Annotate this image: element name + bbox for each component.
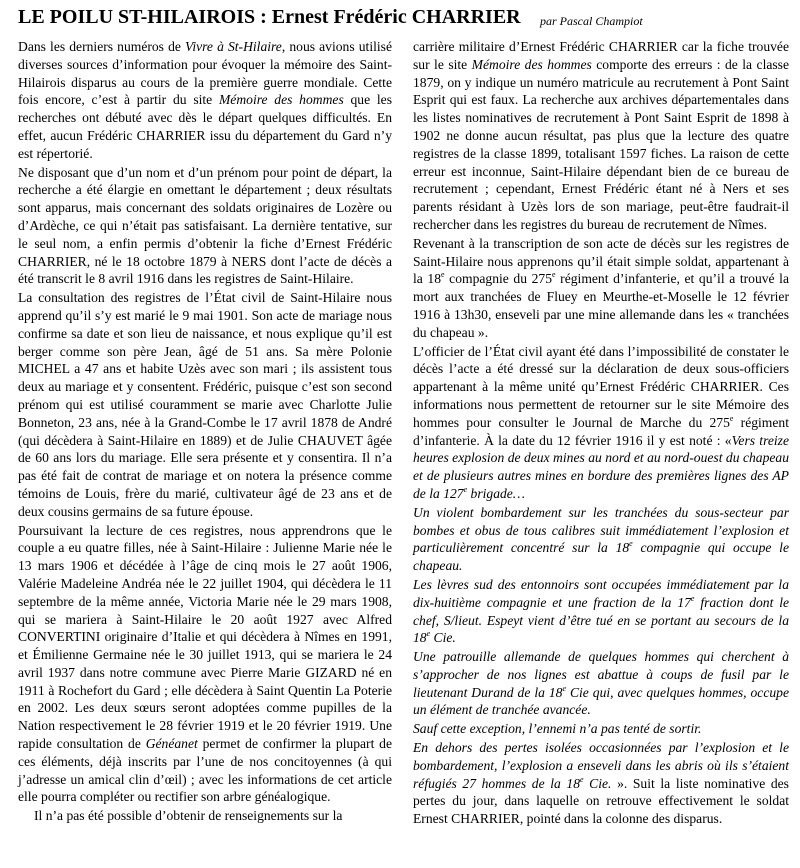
quote-bombardment [413,504,789,575]
paragraph-losses [413,739,789,828]
quote-text: Une patrouille allemande de quelques hommes qui cherchent à s’approcher de nos lignes est abattue à coups de fusil par le lieutenant Durand de la 18 [413,649,789,700]
ordinal-sup: e [552,270,556,280]
quote-text: Vers treize heures explosion de deux mines au nord et au nord-ouest du chapeau et de plusieurs autres mines en bordure des premières lignes des AP de la 127 [413,432,789,501]
text-run: carrière militaire d’Ernest Frédéric CHARRIER car la fiche trouvée sur le site [413,39,789,72]
quote-text: fraction dont le chef, S/lieut. Espeyt vient d’être tué en se portant au secours de la 18 [413,594,790,646]
text-run: que les recherches ont débuté avec dès le départ quelques difficultés. En effet, aucun Frédéric CHARRIER issu du département du Gard n’y est répertorié. [18,92,393,161]
quote-craters [413,576,789,647]
quote-text: Les lèvres sud des entonnoirs sont occupées immédiatement par la dix-huitième compagnie et une fraction de la 17 [413,576,789,610]
paragraph-journal [413,343,789,503]
ordinal-sup: e [441,270,445,280]
text-run: L’officier de l’État civil ayant été dans l’impossibilité de constater le décès l’acte a été dressé sur la déclaration de deux sous-officiers appartenant à la même unité qu’Ernest Frédéric CHARRIER. Ces informations nous permettent de retourner sur le site Mémoire des hommes pour consulter le Journal de Marche du 275 [413,343,789,430]
text-run: régiment d’infanterie, et qu’il a trouvé la mort aux tranchées de Fluey en Meurthe-et-Moselle le 12 février 1916 à 13h30, enseveli par une mine allemande dans les « tranchées du chapeau ». [413,271,789,340]
ordinal-sup: e [426,629,431,639]
text-run: régiment d’infanterie. À la date du 12 février 1916 il y est noté : « [413,414,789,448]
text-run: Poursuivant la lecture de ces registres, nous apprendrons que le couple a eu quatre filles, née à Saint-Hilaire : Julienne Marie née le 13 mars 1906 et décédée à l’âge de cinq mois le 27 août 1906, Valérie Madeleine Andréa née le 22 juillet 1904, qui décèdera le 11 septembre de la même année, Victoria Marie née le 29 mars 1908, qui se mariera à Saint-Hilaire le 20 août 1927 avec Alfred CONVERTINI originaire d’Italie et qui décèdera à Nîmes en 1991, et Émilienne Germaine née le 30 juillet 1913, qui se mariera le 24 avril 1937 dans notre commune avec Pierre Marie GIZARD né en 1911 à Rochefort du Gard ; elle décèdera à Saint Quentin La Poterie en 2002. Les deux sœurs seront adoptées comme pupilles de la Nation respectivement le 28 février 1919 et le 20 février 1919. Une rapide consultation de [18,522,392,752]
ordinal-sup: e [629,539,633,549]
text-run: compagnie du 275 [444,271,553,287]
paragraph-intro [18,38,392,163]
quote-text: compagnie qui occupe le chapeau. [413,540,789,574]
quote-exception: Sauf cette exception, l’ennemi n’a pas tenté de sortir. [413,721,702,737]
quote-text: brigade… [467,485,525,501]
text-run: , nous avions utilisé diverses sources d’information pour évoquer la mémoire des Saint-Hilairois disparus au cours de la première guerre mondiale. Cette fois encore, c’est à partir du site [18,39,392,108]
paragraph-marriage: La consultation des registres de l’État civil de Saint-Hilaire nous apprend qu’il s’y est marié le 9 mai 1901. Son acte de mariage nous confirme sa date et son lieu de naissance, et nous explique qu’il est berger comme son père Jean, âgé de 51 ans. Sa mère Polonie MICHEL a 47 ans et habite Uzès avec son mari ; ils assistent tous deux au mariage et y consentent. Frédéric, puisque c’est son second prénom qui est utilisé couramment se marie avec Charlotte Julie Bonneton, 23 ans, née à la Grand-Combe le 17 avril 1878 de André (qui décèdera à Saint-Hilaire en 1889) et de Julie CHAUVET âgée de 60 ans lors du mariage. Elle sera présente et y consentira. Il n’a pas été fait de contrat de mariage et on notera la présence comme témoins de Louis, frère du marié, cultivateur âgé de 23 ans et de deux cousins germains de sa future épouse. [18,290,392,519]
ordinal-sup: e [580,774,584,784]
quote-text: Un violent bombardement sur les tranchées du sous-secteur par bombes et obus de tous calibres suit immédiatement l’explosion et particulièrement concentré sur la 18 [413,504,789,556]
paragraph-daughters [18,522,392,807]
text-run: ». Suit la liste nominative des pertes du jour, dans laquelle on retrouve effectivement le soldat Ernest CHARRIER, pointé dans la colonne des disparus. [413,775,789,827]
quote-text: Cie qui, avec quelques hommes, occupe un élément de tranchée avancée. [413,684,790,718]
paragraph-career-start: Il n’a pas été possible d’obtenir de renseignements sur la [34,808,343,824]
website-name: Mémoire des hommes [218,92,344,108]
text-run: comporte des erreurs : de la classe 1879, on y indique un numéro matricule au recrutement à Pont Saint Esprit qui est faux. La recherche aux archives départementales dans les listes nominatives de recrutement à Pont Saint Esprit de 1898 à 1902 ne donne aucun résultat, pas plus que la lecture des quatre registres de la classe 1899, totalisant 1597 fiches. La raison de cette erreur est inconnue, Saint-Hilaire dépendant bien de ce bureau de recrutement ; cependant, Ernest Frédéric étant né à Ners et ses parents résidant à Uzès lors de son mariage, peut-être faudrait-il rechercher dans les registres du bureau de recrutement de Nîmes. [413,56,789,232]
quote-text: Cie. [583,775,612,791]
ordinal-sup: e [690,593,695,603]
article-header [18,6,788,32]
text-run: Revenant à la transcription de son acte de décès sur les registres de Saint-Hilaire nous apprenons qu’il était simple soldat, appartenant à la 18 [413,235,789,287]
article-title: LE POILU ST-HILAIROIS : Ernest Frédéric CHARRIER [18,6,521,28]
ordinal-sup: e [463,484,468,494]
paragraph-career [413,38,789,234]
paragraph-death [413,235,789,342]
publication-name: Vivre à St-Hilaire [185,39,282,54]
website-name: Généanet [145,736,198,752]
website-name: Mémoire des hommes [471,56,592,72]
author-byline: par Pascal Champiot [540,14,643,28]
ordinal-sup: e [729,413,734,423]
left-column [18,38,392,825]
paragraph-search: Ne disposant que d’un nom et d’un prénom pour point de départ, la recherche a été élargie en omettant le département ; deux résultats sont apparus, mais concernant des soldats originaires de Lozère ou d’Ardèche, ce qui n’était pas satisfaisant. La dernière tentative, sur le seul nom, a enfin permis d’obtenir la fiche d’Ernest Frédéric CHARRIER, né le 18 octobre 1879 à NERS dont l’acte de décès a été transcrit le 8 avril 1916 dans les registres de Saint-Hilaire. [18,164,392,287]
text-run: Dans les derniers numéros de [18,39,186,54]
text-run: permet de confirmer la plupart de ces éléments, déjà inscrits par l’une de nos concitoyennes (à qui j’adresse un amical clin d’œil) ; avec les informations de cet article elle pourra compléter ou rectifier son arbre généalogique. [18,736,392,805]
quote-patrol [413,648,789,719]
right-column [413,38,789,828]
ordinal-sup: e [562,683,567,693]
quote-text: Cie. [430,630,456,646]
quote-text: En dehors des pertes isolées occasionnées par l’explosion et le bombardement, l’explosion a enseveli dans les abris où ils s’étaient réfugiés 27 hommes de la 18 [413,740,789,791]
